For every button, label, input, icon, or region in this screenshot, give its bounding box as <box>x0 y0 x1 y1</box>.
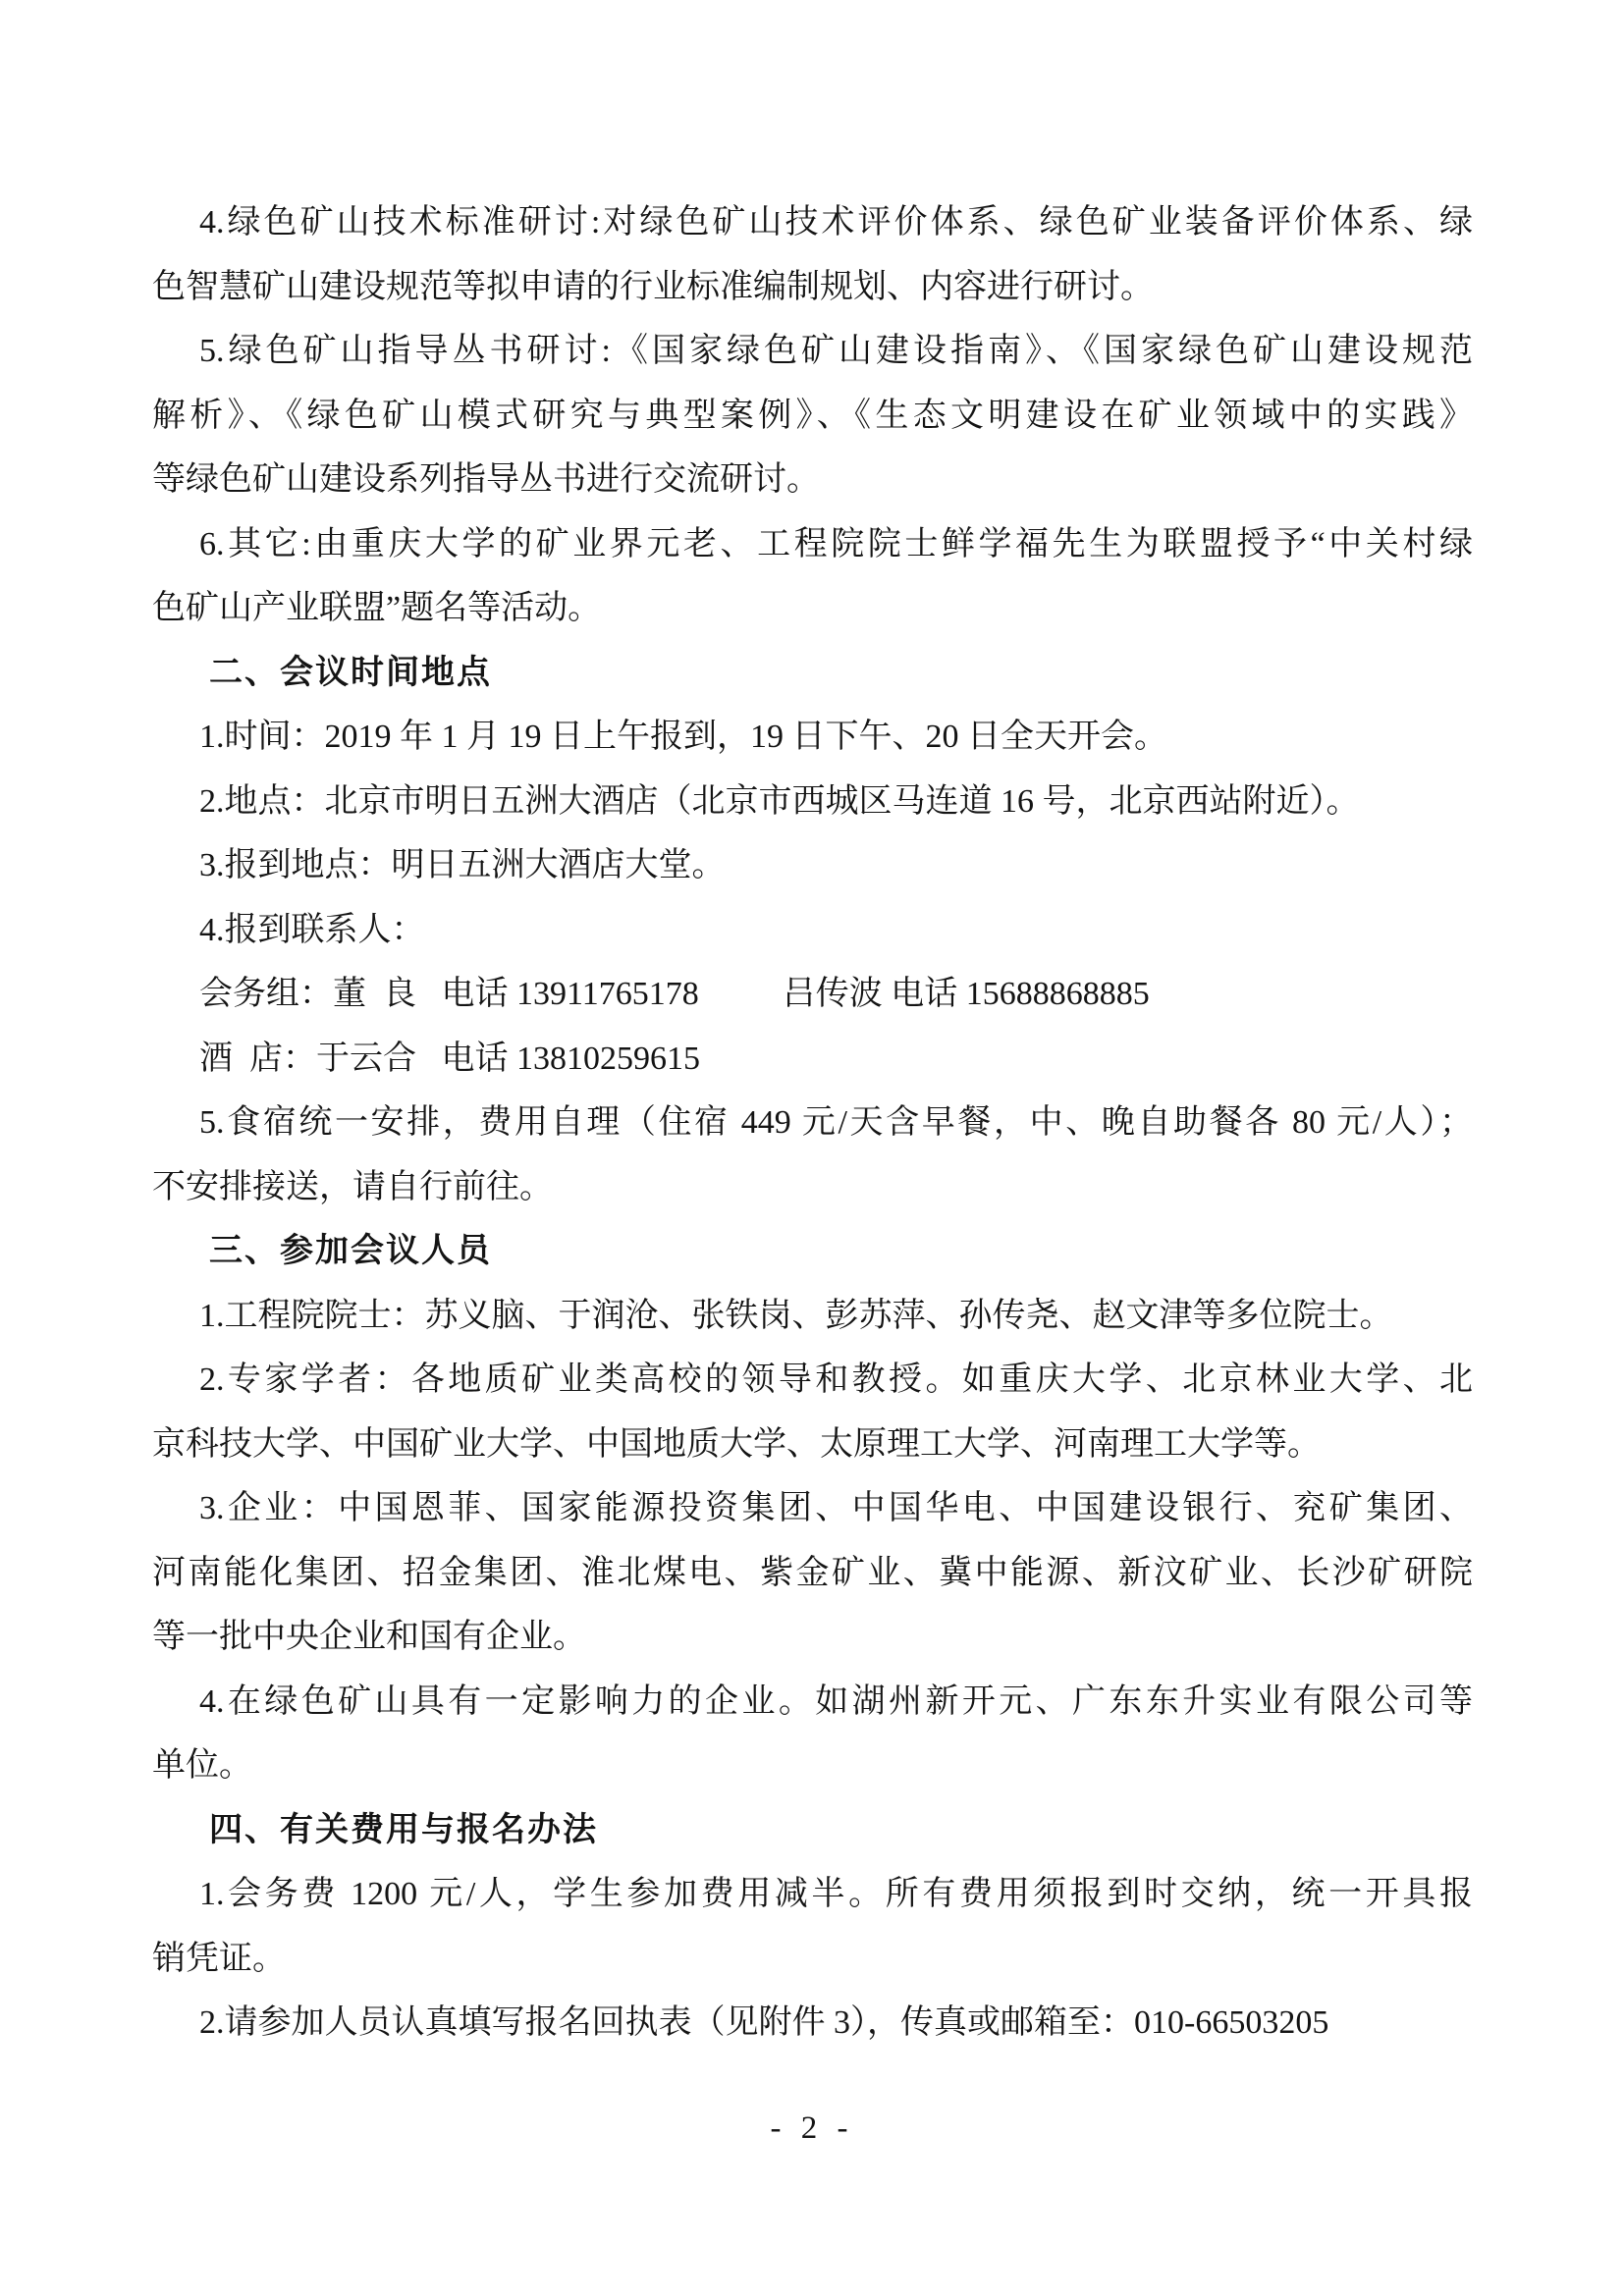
contact-line-hotel: 酒 店：于云合 电话 13810259615 <box>199 1040 700 1077</box>
doc-line: 3.报到地点：明日五洲大酒店大堂。 <box>199 847 726 883</box>
doc-line: 1.会务费 1200 元/人，学生参加费用减半。所有费用须报到时交纳，统一开具报 <box>199 1876 1473 1912</box>
doc-line: 等一批中央企业和国有企业。 <box>152 1619 586 1655</box>
doc-line: 河南能化集团、招金集团、淮北煤电、紫金矿业、冀中能源、新汶矿业、长沙矿研院 <box>152 1554 1473 1591</box>
doc-line: 色矿山产业联盟”题名等活动。 <box>152 590 602 626</box>
doc-line: 解析》、《绿色矿山模式研究与典型案例》、《生态文明建设在矿业领域中的实践》 <box>152 397 1473 434</box>
contact-line-conference-group: 会务组：董 良 电话 13911765178 吕传波 电话 15688868885 <box>199 976 1150 1012</box>
section-heading-fees: 四、有关费用与报名办法 <box>209 1810 598 1848</box>
doc-line: 2.专家学者：各地质矿业类高校的领导和教授。如重庆大学、北京林业大学、北 <box>199 1362 1473 1398</box>
doc-line: 4.绿色矿山技术标准研讨:对绿色矿山技术评价体系、绿色矿业装备评价体系、绿 <box>199 204 1473 240</box>
doc-line: 单位。 <box>152 1747 252 1784</box>
page-number: - 2 - <box>770 2110 854 2146</box>
doc-line: 1.工程院院士：苏义脑、于润沧、张铁岗、彭苏萍、孙传尧、赵文津等多位院士。 <box>199 1297 1393 1334</box>
doc-line: 京科技大学、中国矿业大学、中国地质大学、太原理工大学、河南理工大学等。 <box>152 1425 1321 1463</box>
document-body <box>152 190 1473 2056</box>
doc-line: 1.时间：2019 年 1 月 19 日上午报到，19 日下午、20 日全天开会。 <box>199 719 1167 755</box>
doc-line: 6.其它:由重庆大学的矿业界元老、工程院院士鲜学福先生为联盟授予“中关村绿 <box>199 525 1473 562</box>
doc-line: 4.在绿色矿山具有一定影响力的企业。如湖州新开元、广东东升实业有限公司等 <box>199 1682 1473 1720</box>
doc-line: 等绿色矿山建设系列指导丛书进行交流研讨。 <box>152 461 820 498</box>
doc-line: 5.绿色矿山指导丛书研讨:《国家绿色矿山建设指南》、《国家绿色矿山建设规范 <box>199 333 1473 369</box>
doc-line: 2.地点：北京市明日五洲大酒店（北京市西城区马连道 16 号，北京西站附近）。 <box>199 782 1360 820</box>
doc-line: 色智慧矿山建设规范等拟申请的行业标准编制规划、内容进行研讨。 <box>152 268 1154 305</box>
doc-line: 3.企业：中国恩菲、国家能源投资集团、中国华电、中国建设银行、兖矿集团、 <box>199 1490 1473 1526</box>
doc-line: 5.食宿统一安排，费用自理（住宿 449 元/天含早餐，中、晚自助餐各 80 元/人）； <box>199 1104 1473 1141</box>
doc-line: 2.请参加人员认真填写报名回执表（见附件 3），传真或邮箱至：010-66503205 <box>199 2004 1329 2041</box>
doc-line: 不安排接送，请自行前往。 <box>152 1168 553 1205</box>
section-heading-meeting-time: 二、会议时间地点 <box>209 653 492 691</box>
section-heading-participants: 三、参加会议人员 <box>209 1232 492 1269</box>
doc-line: 4.报到联系人： <box>199 911 425 948</box>
doc-line: 销凭证。 <box>152 1940 286 1977</box>
